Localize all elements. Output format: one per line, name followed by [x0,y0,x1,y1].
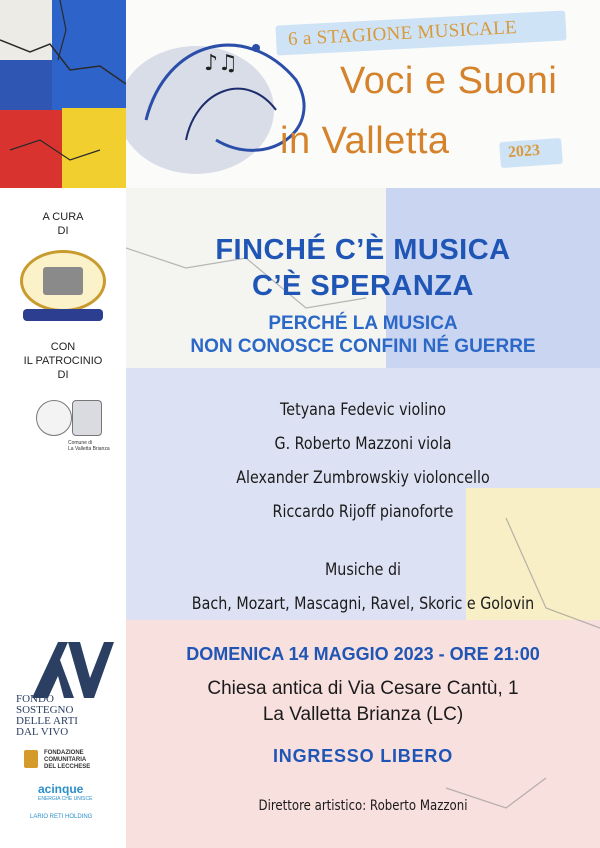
performer-2: G. Roberto Mazzoni viola [274,434,452,454]
pelagus-ribbon [23,309,103,321]
crack-lines-icon [0,0,126,188]
festival-title-line1: Voci e Suoni [340,60,558,102]
flag-artwork [0,0,126,188]
artistic-director: Direttore artistico: Roberto Mazzoni [258,798,468,814]
header-banner [126,0,600,188]
performer-1: Tetyana Fedevic violino [280,400,446,420]
headline-line1: FINCHÉ C’È MUSICA [215,234,511,266]
pelagus-association-logo [20,250,106,312]
av-fund-text: FONDO SOSTEGNO DELLE ARTI DAL VIVO [16,693,78,738]
svg-text:♪♫: ♪♫ [204,51,238,76]
comune-label: Comune di La Valletta Brianza [68,440,110,452]
acinque-tagline: ENERGIA CHE UNISCE [38,796,93,802]
sponsor-sidebar [0,188,126,848]
performer-3: Alexander Zumbrowskiy violoncello [236,468,490,488]
performer-4: Riccardo Rijoff pianoforte [272,502,454,522]
subheadline-line2: NON CONOSCE CONFINI NÉ GUERRE [190,336,536,357]
av-logo-icon [24,640,114,700]
patrocinio-label: CON IL PATROCINIO DI [23,341,103,381]
fondazione-badge-icon [24,750,38,768]
musiche-label: Musiche di [324,560,402,580]
venue-line1: Chiesa antica di Via Cesare Cantù, 1 [207,678,519,699]
castle-icon [43,267,83,295]
a-cura-label: A CURA DI [42,211,84,237]
festival-year: 2023 [507,141,541,162]
event-date: DOMENICA 14 MAGGIO 2023 - ORE 21:00 [186,644,540,664]
festival-title-line2: in Valletta [280,120,450,162]
venue-line2: La Valletta Brianza (LC) [262,704,464,725]
season-label: 6 a STAGIONE MUSICALE [287,17,518,50]
acinque-logo: acinque [38,782,84,796]
free-entry-label: INGRESSO LIBERO [272,746,454,766]
coat-of-arms-icon [72,400,102,436]
fondazione-text: FONDAZIONE COMUNITARIA DEL LECCHESE [44,750,91,770]
subheadline-line1: PERCHÉ LA MUSICA [268,313,458,334]
municipal-seal-icon [36,400,72,436]
headline-line2: C’È SPERANZA [252,270,474,302]
poster-main [126,188,600,848]
lario-reti-logo: LARIO RETI HOLDING [30,814,93,820]
composers-list: Bach, Mozart, Mascagni, Ravel, Skoric e Golovin [191,594,535,614]
